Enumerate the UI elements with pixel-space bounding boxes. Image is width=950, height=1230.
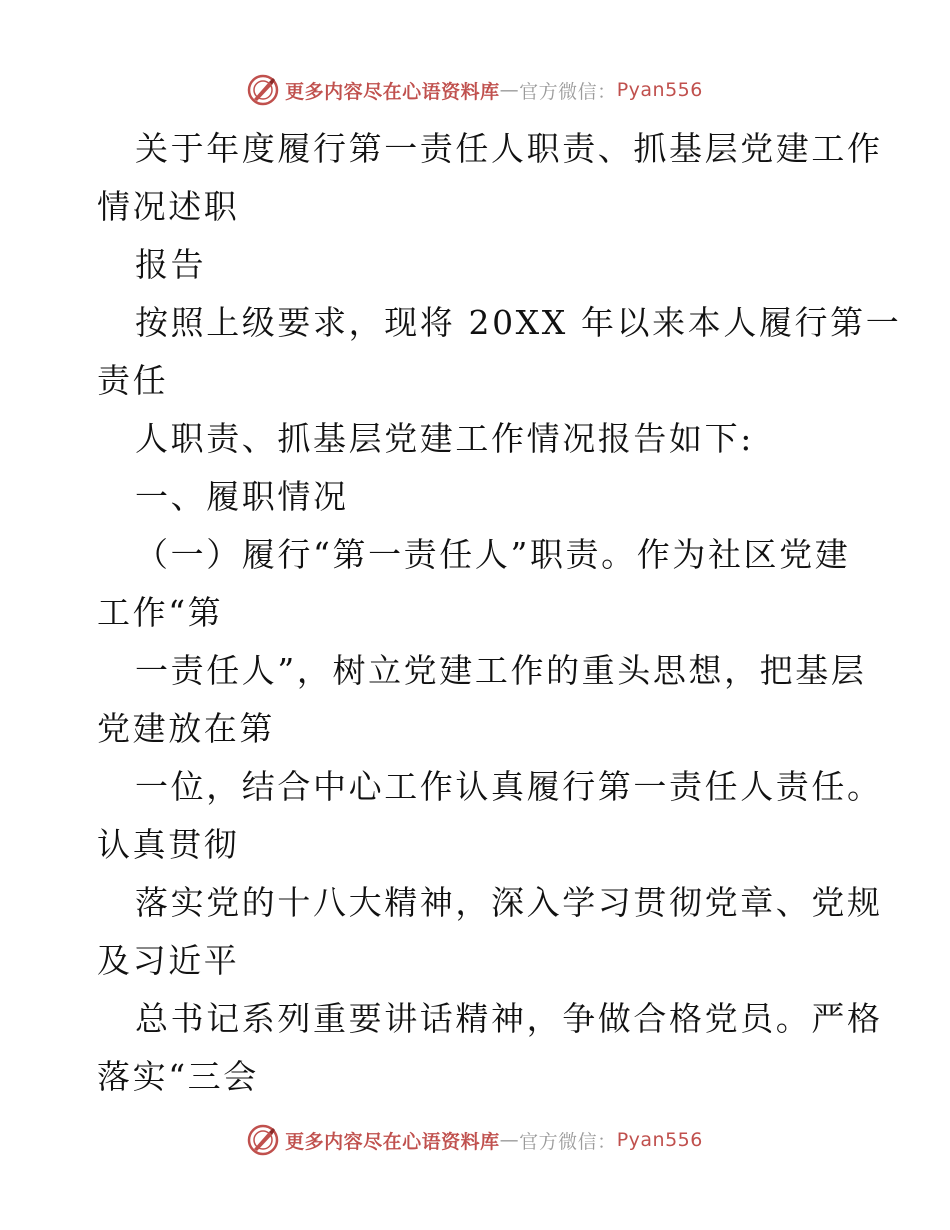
pen-logo-icon <box>247 74 279 106</box>
text-line: 认真贯彻 <box>97 825 240 864</box>
text-line: 关于年度履行第一责任人职责、抓基层党建工作 <box>135 129 883 168</box>
text-line: 总书记系列重要讲话精神，争做合格党员。严格 <box>135 999 883 1038</box>
watermark-footer <box>0 1120 950 1160</box>
text-line: 一责任人”，树立党建工作的重头思想，把基层 <box>135 651 867 690</box>
text-line: 人职责、抓基层党建工作情况报告如下: <box>135 419 754 458</box>
text-line: 按照上级要求，现将 20XX 年以来本人履行第一 <box>135 303 902 342</box>
text-line: 工作“第 <box>97 593 224 632</box>
text-line: 落实“三会 <box>97 1057 259 1096</box>
text-line: （一）履行“第一责任人”职责。作为社区党建 <box>135 535 851 574</box>
watermark-dash: — <box>499 1129 520 1151</box>
watermark-dash: — <box>499 79 520 101</box>
text-line: 报告 <box>135 245 207 284</box>
text-line: 及习近平 <box>97 941 240 980</box>
watermark-header <box>0 70 950 110</box>
text-line: 一位，结合中心工作认真履行第一责任人责任。 <box>135 767 883 806</box>
watermark-main-text: 更多内容尽在心语资料库 <box>285 1130 500 1153</box>
watermark-sub-text: 官方微信： <box>519 1130 617 1153</box>
watermark-wechat-id: Pyan556 <box>616 1129 703 1151</box>
text-line: 情况述职 <box>97 187 240 226</box>
watermark-main-text: 更多内容尽在心语资料库 <box>285 80 500 103</box>
text-line: 落实党的十八大精神，深入学习贯彻党章、党规 <box>135 883 883 922</box>
watermark-wechat-id: Pyan556 <box>616 79 703 101</box>
watermark-sub-text: 官方微信： <box>519 80 617 103</box>
text-line: 党建放在第 <box>97 709 275 748</box>
pen-logo-icon <box>247 1124 279 1156</box>
text-line: 责任 <box>97 361 169 400</box>
document-body <box>97 120 902 1106</box>
text-line: 一、履职情况 <box>135 477 349 516</box>
